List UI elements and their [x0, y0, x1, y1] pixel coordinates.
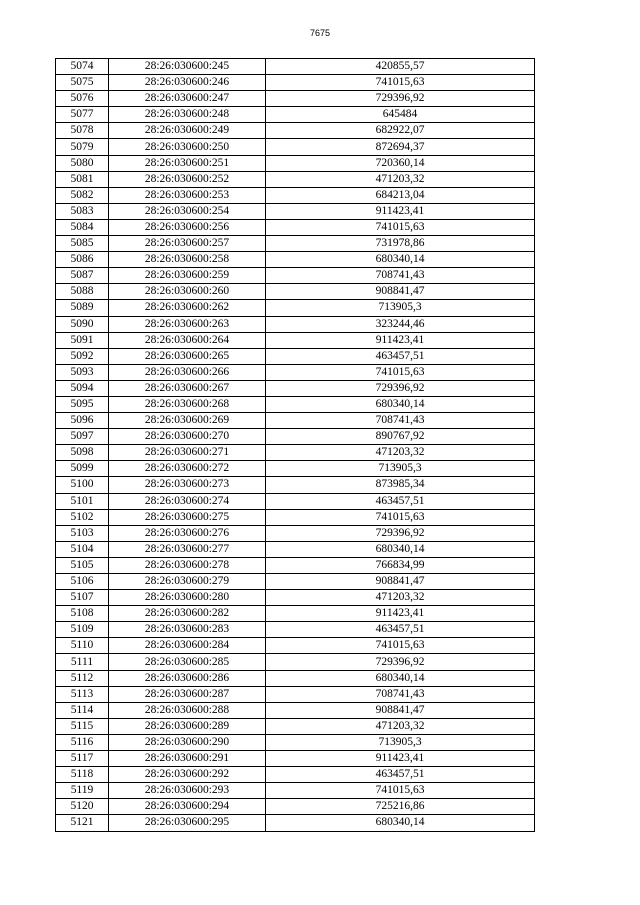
row-index-cell: 5098 [56, 445, 109, 461]
value-cell: 729396,92 [266, 380, 535, 396]
row-index-cell: 5120 [56, 799, 109, 815]
value-cell: 463457,51 [266, 622, 535, 638]
row-index-cell: 5082 [56, 187, 109, 203]
value-cell: 741015,63 [266, 364, 535, 380]
table-row [56, 654, 535, 670]
table-row [56, 236, 535, 252]
cadastral-number-cell: 28:26:030600:267 [109, 380, 266, 396]
cadastral-number-cell: 28:26:030600:254 [109, 203, 266, 219]
value-cell: 908841,47 [266, 284, 535, 300]
cadastral-number-cell: 28:26:030600:264 [109, 332, 266, 348]
cadastral-number-cell: 28:26:030600:280 [109, 590, 266, 606]
cadastral-number-cell: 28:26:030600:271 [109, 445, 266, 461]
table-row [56, 300, 535, 316]
table-row [56, 815, 535, 831]
cadastral-number-cell: 28:26:030600:284 [109, 638, 266, 654]
value-cell: 708741,43 [266, 686, 535, 702]
value-cell: 713905,3 [266, 461, 535, 477]
row-index-cell: 5100 [56, 477, 109, 493]
registry-table-body [56, 59, 535, 832]
table-row [56, 219, 535, 235]
page-number: 7675 [309, 28, 331, 38]
cadastral-number-cell: 28:26:030600:268 [109, 396, 266, 412]
row-index-cell: 5114 [56, 702, 109, 718]
value-cell: 463457,51 [266, 348, 535, 364]
row-index-cell: 5107 [56, 590, 109, 606]
table-row [56, 155, 535, 171]
cadastral-number-cell: 28:26:030600:246 [109, 75, 266, 91]
table-row [56, 557, 535, 573]
row-index-cell: 5085 [56, 236, 109, 252]
table-row [56, 525, 535, 541]
cadastral-number-cell: 28:26:030600:291 [109, 751, 266, 767]
table-row [56, 91, 535, 107]
table-row [56, 123, 535, 139]
table-row [56, 268, 535, 284]
row-index-cell: 5086 [56, 252, 109, 268]
table-row [56, 622, 535, 638]
value-cell: 729396,92 [266, 525, 535, 541]
cadastral-number-cell: 28:26:030600:279 [109, 574, 266, 590]
row-index-cell: 5088 [56, 284, 109, 300]
table-row [56, 396, 535, 412]
row-index-cell: 5102 [56, 509, 109, 525]
cadastral-number-cell: 28:26:030600:250 [109, 139, 266, 155]
row-index-cell: 5105 [56, 557, 109, 573]
cadastral-number-cell: 28:26:030600:283 [109, 622, 266, 638]
value-cell: 911423,41 [266, 203, 535, 219]
value-cell: 471203,32 [266, 590, 535, 606]
row-index-cell: 5115 [56, 718, 109, 734]
value-cell: 708741,43 [266, 413, 535, 429]
cadastral-number-cell: 28:26:030600:285 [109, 654, 266, 670]
table-row [56, 493, 535, 509]
table-row [56, 203, 535, 219]
row-index-cell: 5094 [56, 380, 109, 396]
table-row [56, 461, 535, 477]
cadastral-number-cell: 28:26:030600:282 [109, 606, 266, 622]
row-index-cell: 5121 [56, 815, 109, 831]
table-row [56, 702, 535, 718]
row-index-cell: 5111 [56, 654, 109, 670]
value-cell: 680340,14 [266, 541, 535, 557]
cadastral-number-cell: 28:26:030600:288 [109, 702, 266, 718]
table-row [56, 413, 535, 429]
value-cell: 741015,63 [266, 509, 535, 525]
table-row [56, 686, 535, 702]
row-index-cell: 5093 [56, 364, 109, 380]
table-row [56, 751, 535, 767]
value-cell: 471203,32 [266, 445, 535, 461]
table-row [56, 606, 535, 622]
row-index-cell: 5084 [56, 219, 109, 235]
value-cell: 873985,34 [266, 477, 535, 493]
cadastral-number-cell: 28:26:030600:265 [109, 348, 266, 364]
cadastral-number-cell: 28:26:030600:295 [109, 815, 266, 831]
value-cell: 713905,3 [266, 734, 535, 750]
cadastral-number-cell: 28:26:030600:293 [109, 783, 266, 799]
table-row [56, 429, 535, 445]
table-row [56, 445, 535, 461]
value-cell: 729396,92 [266, 654, 535, 670]
value-cell: 680340,14 [266, 670, 535, 686]
cadastral-number-cell: 28:26:030600:247 [109, 91, 266, 107]
cadastral-number-cell: 28:26:030600:277 [109, 541, 266, 557]
cadastral-number-cell: 28:26:030600:292 [109, 767, 266, 783]
row-index-cell: 5074 [56, 59, 109, 75]
value-cell: 682922,07 [266, 123, 535, 139]
row-index-cell: 5087 [56, 268, 109, 284]
row-index-cell: 5077 [56, 107, 109, 123]
value-cell: 323244,46 [266, 316, 535, 332]
row-index-cell: 5091 [56, 332, 109, 348]
value-cell: 708741,43 [266, 268, 535, 284]
row-index-cell: 5092 [56, 348, 109, 364]
cadastral-number-cell: 28:26:030600:251 [109, 155, 266, 171]
cadastral-number-cell: 28:26:030600:256 [109, 219, 266, 235]
table-row [56, 638, 535, 654]
cadastral-number-cell: 28:26:030600:249 [109, 123, 266, 139]
cadastral-number-cell: 28:26:030600:266 [109, 364, 266, 380]
value-cell: 680340,14 [266, 252, 535, 268]
cadastral-number-cell: 28:26:030600:263 [109, 316, 266, 332]
cadastral-number-cell: 28:26:030600:262 [109, 300, 266, 316]
row-index-cell: 5076 [56, 91, 109, 107]
table-row [56, 252, 535, 268]
row-index-cell: 5075 [56, 75, 109, 91]
table-row [56, 284, 535, 300]
value-cell: 766834,99 [266, 557, 535, 573]
value-cell: 720360,14 [266, 155, 535, 171]
value-cell: 741015,63 [266, 783, 535, 799]
table-row [56, 139, 535, 155]
row-index-cell: 5078 [56, 123, 109, 139]
table-row [56, 187, 535, 203]
table-row [56, 59, 535, 75]
cadastral-number-cell: 28:26:030600:269 [109, 413, 266, 429]
cadastral-number-cell: 28:26:030600:259 [109, 268, 266, 284]
row-index-cell: 5083 [56, 203, 109, 219]
row-index-cell: 5095 [56, 396, 109, 412]
value-cell: 463457,51 [266, 767, 535, 783]
cadastral-number-cell: 28:26:030600:252 [109, 171, 266, 187]
cadastral-number-cell: 28:26:030600:257 [109, 236, 266, 252]
value-cell: 741015,63 [266, 219, 535, 235]
cadastral-number-cell: 28:26:030600:273 [109, 477, 266, 493]
value-cell: 680340,14 [266, 815, 535, 831]
cadastral-number-cell: 28:26:030600:260 [109, 284, 266, 300]
value-cell: 908841,47 [266, 702, 535, 718]
table-row [56, 75, 535, 91]
row-index-cell: 5110 [56, 638, 109, 654]
row-index-cell: 5106 [56, 574, 109, 590]
row-index-cell: 5119 [56, 783, 109, 799]
cadastral-number-cell: 28:26:030600:248 [109, 107, 266, 123]
registry-table [55, 58, 535, 832]
row-index-cell: 5109 [56, 622, 109, 638]
table-row [56, 477, 535, 493]
cadastral-number-cell: 28:26:030600:275 [109, 509, 266, 525]
row-index-cell: 5080 [56, 155, 109, 171]
cadastral-number-cell: 28:26:030600:253 [109, 187, 266, 203]
cadastral-number-cell: 28:26:030600:290 [109, 734, 266, 750]
table-row [56, 348, 535, 364]
row-index-cell: 5079 [56, 139, 109, 155]
table-row [56, 574, 535, 590]
row-index-cell: 5101 [56, 493, 109, 509]
value-cell: 911423,41 [266, 751, 535, 767]
row-index-cell: 5118 [56, 767, 109, 783]
table-row [56, 734, 535, 750]
value-cell: 890767,92 [266, 429, 535, 445]
row-index-cell: 5116 [56, 734, 109, 750]
cadastral-number-cell: 28:26:030600:286 [109, 670, 266, 686]
value-cell: 713905,3 [266, 300, 535, 316]
row-index-cell: 5090 [56, 316, 109, 332]
cadastral-number-cell: 28:26:030600:278 [109, 557, 266, 573]
cadastral-number-cell: 28:26:030600:289 [109, 718, 266, 734]
value-cell: 908841,47 [266, 574, 535, 590]
cadastral-number-cell: 28:26:030600:274 [109, 493, 266, 509]
cadastral-number-cell: 28:26:030600:287 [109, 686, 266, 702]
table-row [56, 718, 535, 734]
value-cell: 741015,63 [266, 75, 535, 91]
value-cell: 463457,51 [266, 493, 535, 509]
table-row [56, 364, 535, 380]
row-index-cell: 5112 [56, 670, 109, 686]
table-row [56, 171, 535, 187]
table-row [56, 316, 535, 332]
value-cell: 911423,41 [266, 606, 535, 622]
table-row [56, 590, 535, 606]
value-cell: 680340,14 [266, 396, 535, 412]
cadastral-number-cell: 28:26:030600:276 [109, 525, 266, 541]
table-row [56, 332, 535, 348]
table-row [56, 509, 535, 525]
cadastral-number-cell: 28:26:030600:272 [109, 461, 266, 477]
row-index-cell: 5097 [56, 429, 109, 445]
value-cell: 471203,32 [266, 718, 535, 734]
table-row [56, 380, 535, 396]
value-cell: 420855,57 [266, 59, 535, 75]
value-cell: 645484 [266, 107, 535, 123]
value-cell: 731978,86 [266, 236, 535, 252]
value-cell: 725216,86 [266, 799, 535, 815]
row-index-cell: 5089 [56, 300, 109, 316]
value-cell: 911423,41 [266, 332, 535, 348]
row-index-cell: 5103 [56, 525, 109, 541]
value-cell: 741015,63 [266, 638, 535, 654]
cadastral-number-cell: 28:26:030600:270 [109, 429, 266, 445]
value-cell: 471203,32 [266, 171, 535, 187]
table-row [56, 541, 535, 557]
row-index-cell: 5096 [56, 413, 109, 429]
row-index-cell: 5104 [56, 541, 109, 557]
table-row [56, 107, 535, 123]
value-cell: 684213,04 [266, 187, 535, 203]
cadastral-number-cell: 28:26:030600:294 [109, 799, 266, 815]
row-index-cell: 5108 [56, 606, 109, 622]
cadastral-number-cell: 28:26:030600:258 [109, 252, 266, 268]
row-index-cell: 5099 [56, 461, 109, 477]
row-index-cell: 5117 [56, 751, 109, 767]
table-row [56, 670, 535, 686]
value-cell: 872694,37 [266, 139, 535, 155]
cadastral-number-cell: 28:26:030600:245 [109, 59, 266, 75]
row-index-cell: 5081 [56, 171, 109, 187]
table-row [56, 767, 535, 783]
value-cell: 729396,92 [266, 91, 535, 107]
table-row [56, 783, 535, 799]
row-index-cell: 5113 [56, 686, 109, 702]
table-row [56, 799, 535, 815]
